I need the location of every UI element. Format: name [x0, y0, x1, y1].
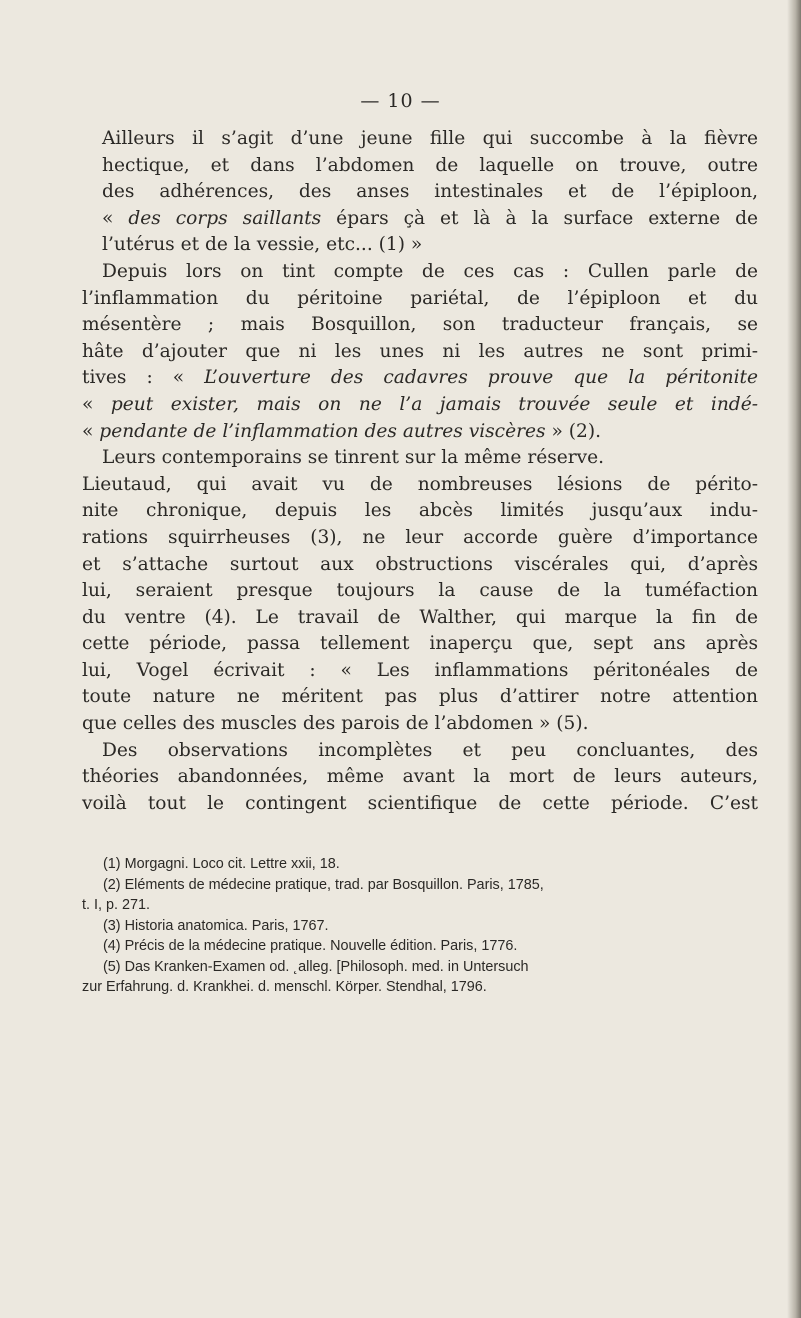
body-text — [82, 126, 758, 817]
footnote-3: (3) Historia anatomica. Paris, 1767. — [103, 917, 329, 934]
text-line: du ventre (4). Le travail de Walther, qui marque la fin de — [82, 606, 758, 628]
footnote-5-continuation: zur Erfahrung. d. Krankhei. d. menschl. Körper. Stendhal, 1796. — [82, 979, 487, 995]
quote-mark: « — [82, 420, 100, 442]
text-line: Des observations incomplètes et peu concluantes, des — [102, 739, 758, 761]
paragraph-4 — [82, 738, 758, 818]
page-number: — 10 — — [360, 90, 441, 112]
footnote-5: (5) Das Kranken-Examen od. ˛alleg. [Philosoph. med. in Untersuch — [103, 958, 529, 975]
text-line — [82, 392, 758, 419]
quote-mark: « — [102, 207, 129, 229]
text-line: cette période, passa tellement inaperçu que, sept ans après — [82, 633, 758, 655]
text-line: hectique, et dans l’abdomen de laquelle on trouve, outre — [102, 154, 758, 176]
text-line: et s’attache surtout aux obstructions viscérales qui, d’après — [82, 553, 758, 575]
footnote-1: (1) Morgagni. Loco cit. Lettre xxii, 18. — [103, 856, 340, 872]
italic-phrase: des corps saillants — [128, 207, 322, 229]
text-line: l’inflammation du péritoine pariétal, de l’épiploon et du — [82, 287, 758, 309]
italic-phrase: peut exister, mais on ne l’a jamais trouvée seule et indé- — [110, 393, 758, 415]
text-line: rations squirrheuses (3), ne leur accorde guère d’importance — [82, 526, 758, 548]
footnote-2-continuation: t. I, p. 271. — [82, 897, 150, 913]
text-line: mésentère ; mais Bosquillon, son traducteur français, se — [82, 314, 758, 336]
text-line: des adhérences, des anses intestinales et de l’épiploon, — [102, 181, 758, 203]
footnote-2: (2) Eléments de médecine pratique, trad. par Bosquillon. Paris, 1785, — [103, 876, 544, 893]
quote-mark: « — [82, 393, 111, 415]
footnote-4: (4) Précis de la médecine pratique. Nouvelle édition. Paris, 1776. — [103, 938, 518, 954]
text-line: lui, Vogel écrivait : « Les inflammations péritonéales de — [82, 659, 758, 681]
text-line — [82, 419, 758, 446]
footnotes — [82, 854, 758, 998]
text-line: toute nature ne méritent pas plus d’attirer notre attention — [82, 686, 758, 708]
text-line: lui, seraient presque toujours la cause de la tuméfaction — [82, 580, 758, 602]
text-line: Lieutaud, qui avait vu de nombreuses lésions de périto- — [82, 473, 758, 495]
text-line: théories abandonnées, même avant la mort de leurs auteurs, — [82, 766, 758, 788]
text-line — [82, 206, 758, 233]
italic-phrase: L’ouverture des cadavres prouve que la péritonite — [204, 367, 758, 389]
text-line: voilà tout le contingent scientifique de cette période. C’est — [82, 792, 758, 814]
text-fragment: épars çà et là à la surface externe de — [321, 207, 758, 229]
text-line — [82, 365, 758, 392]
paragraph-3 — [82, 445, 758, 738]
italic-phrase: pendante de l’inflammation des autres viscères — [99, 420, 546, 442]
text-line: Ailleurs il s’agit d’une jeune fille qui succombe à la fièvre — [102, 128, 758, 149]
paragraph-1 — [82, 126, 758, 259]
text-line: hâte d’ajouter que ni les unes ni les autres ne sont primi- — [82, 340, 758, 362]
text-fragment: » (2). — [545, 420, 601, 442]
text-line: l’utérus et de la vessie, etc... (1) » — [102, 234, 423, 256]
page-edge-shadow — [787, 0, 801, 1318]
text-line: nite chronique, depuis les abcès limités jusqu’aux indu- — [82, 500, 758, 522]
paragraph-2 — [82, 259, 758, 445]
text-fragment: tives : « — [82, 367, 205, 389]
text-line: que celles des muscles des parois de l’abdomen » (5). — [82, 713, 589, 735]
text-line: Depuis lors on tint compte de ces cas : Cullen parle de — [102, 260, 758, 282]
text-line: Leurs contemporains se tinrent sur la même réserve. — [102, 447, 605, 469]
